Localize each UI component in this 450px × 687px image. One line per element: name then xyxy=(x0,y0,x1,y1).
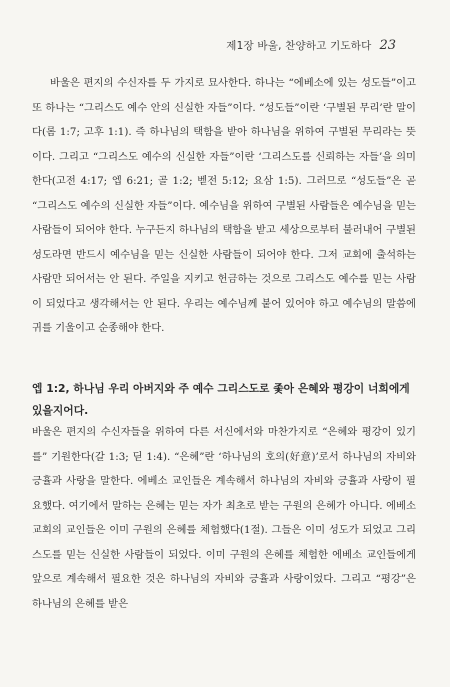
running-header xyxy=(226,38,396,53)
scripture-verse: 엡 1:2, 하나님 우리 아버지와 주 예수 그리스도로 좇아 은혜와 평강이 너희에게 있을지어다. xyxy=(32,382,410,417)
chapter-title: 제1장 바울, 찬양하고 기도하다 xyxy=(226,40,372,52)
body-paragraph: 바울은 편지의 수신자를 두 가지로 묘사한다. 하나는 “에베소에 있는 성도들”이고 또 하나는 “그리스도 예수 안의 신실한 자들”이다. “성도들”이란 ‘구별된 무리’란 말이다(롬 1:7; 고후 1:1). 즉 하나님의 택함을 받아 하나님을 위하여 구별된 무리라는 뜻이다. 그리고 “그리스도 예수의 신실한 자들”이란 ‘그리스도를 신뢰하는 자들’을 의미한다(고전 4:17; 엡 6:21; 골 1:2; 벧전 5:12; 요삼 1:5). 그러므로 “성도들”은 곧 “그리스도 예수의 신실한 자들”이다. 예수님을 위하여 구별된 사람들은 예수님을 믿는 사람들이 되어야 한다. 누구든지 하나님의 택함을 받고 세상으로부터 불러내어 구별된 성도라면 반드시 예수님을 믿는 신실한 사람들이 되어야 한다. 그저 교회에 출석하는 사람만 되어서는 안 된다. 주일을 지키고 헌금하는 것으로 그리스도 예수를 믿는 사람이 되었다고 생각해서는 안 된다. 우리는 예수님께 붙어 있어야 하고 예수님의 말씀에 귀를 기울이고 순종해야 한다. xyxy=(32,77,416,334)
body-paragraph: 바울은 편지의 수신자들을 위하여 다른 서신에서와 마찬가지로 “은혜와 평강이 있기를” 기원한다(갈 1:3; 딛 1:4). “은혜”란 ‘하나님의 호의(好意)’로서 하나님의 자비와 긍휼과 사랑을 말한다. 에베소 교인들은 계속해서 하나님의 자비와 긍휼과 사랑이 필요했다. 여기에서 말하는 은혜는 믿는 자가 최초로 받는 구원의 은혜가 아니다. 에베소 교회의 교인들은 이미 구원의 은혜를 체험했다(1절). 그들은 이미 성도가 되었고 그리스도를 믿는 신실한 사람들이 되었다. 이미 구원의 은혜를 체험한 에베소 교인들에게 앞으로 계속해서 필요한 것은 하나님의 자비와 긍휼과 사랑이었다. 그리고 “평강”은 하나님의 은혜를 받은 xyxy=(32,426,416,610)
page-number: 23 xyxy=(379,38,396,53)
